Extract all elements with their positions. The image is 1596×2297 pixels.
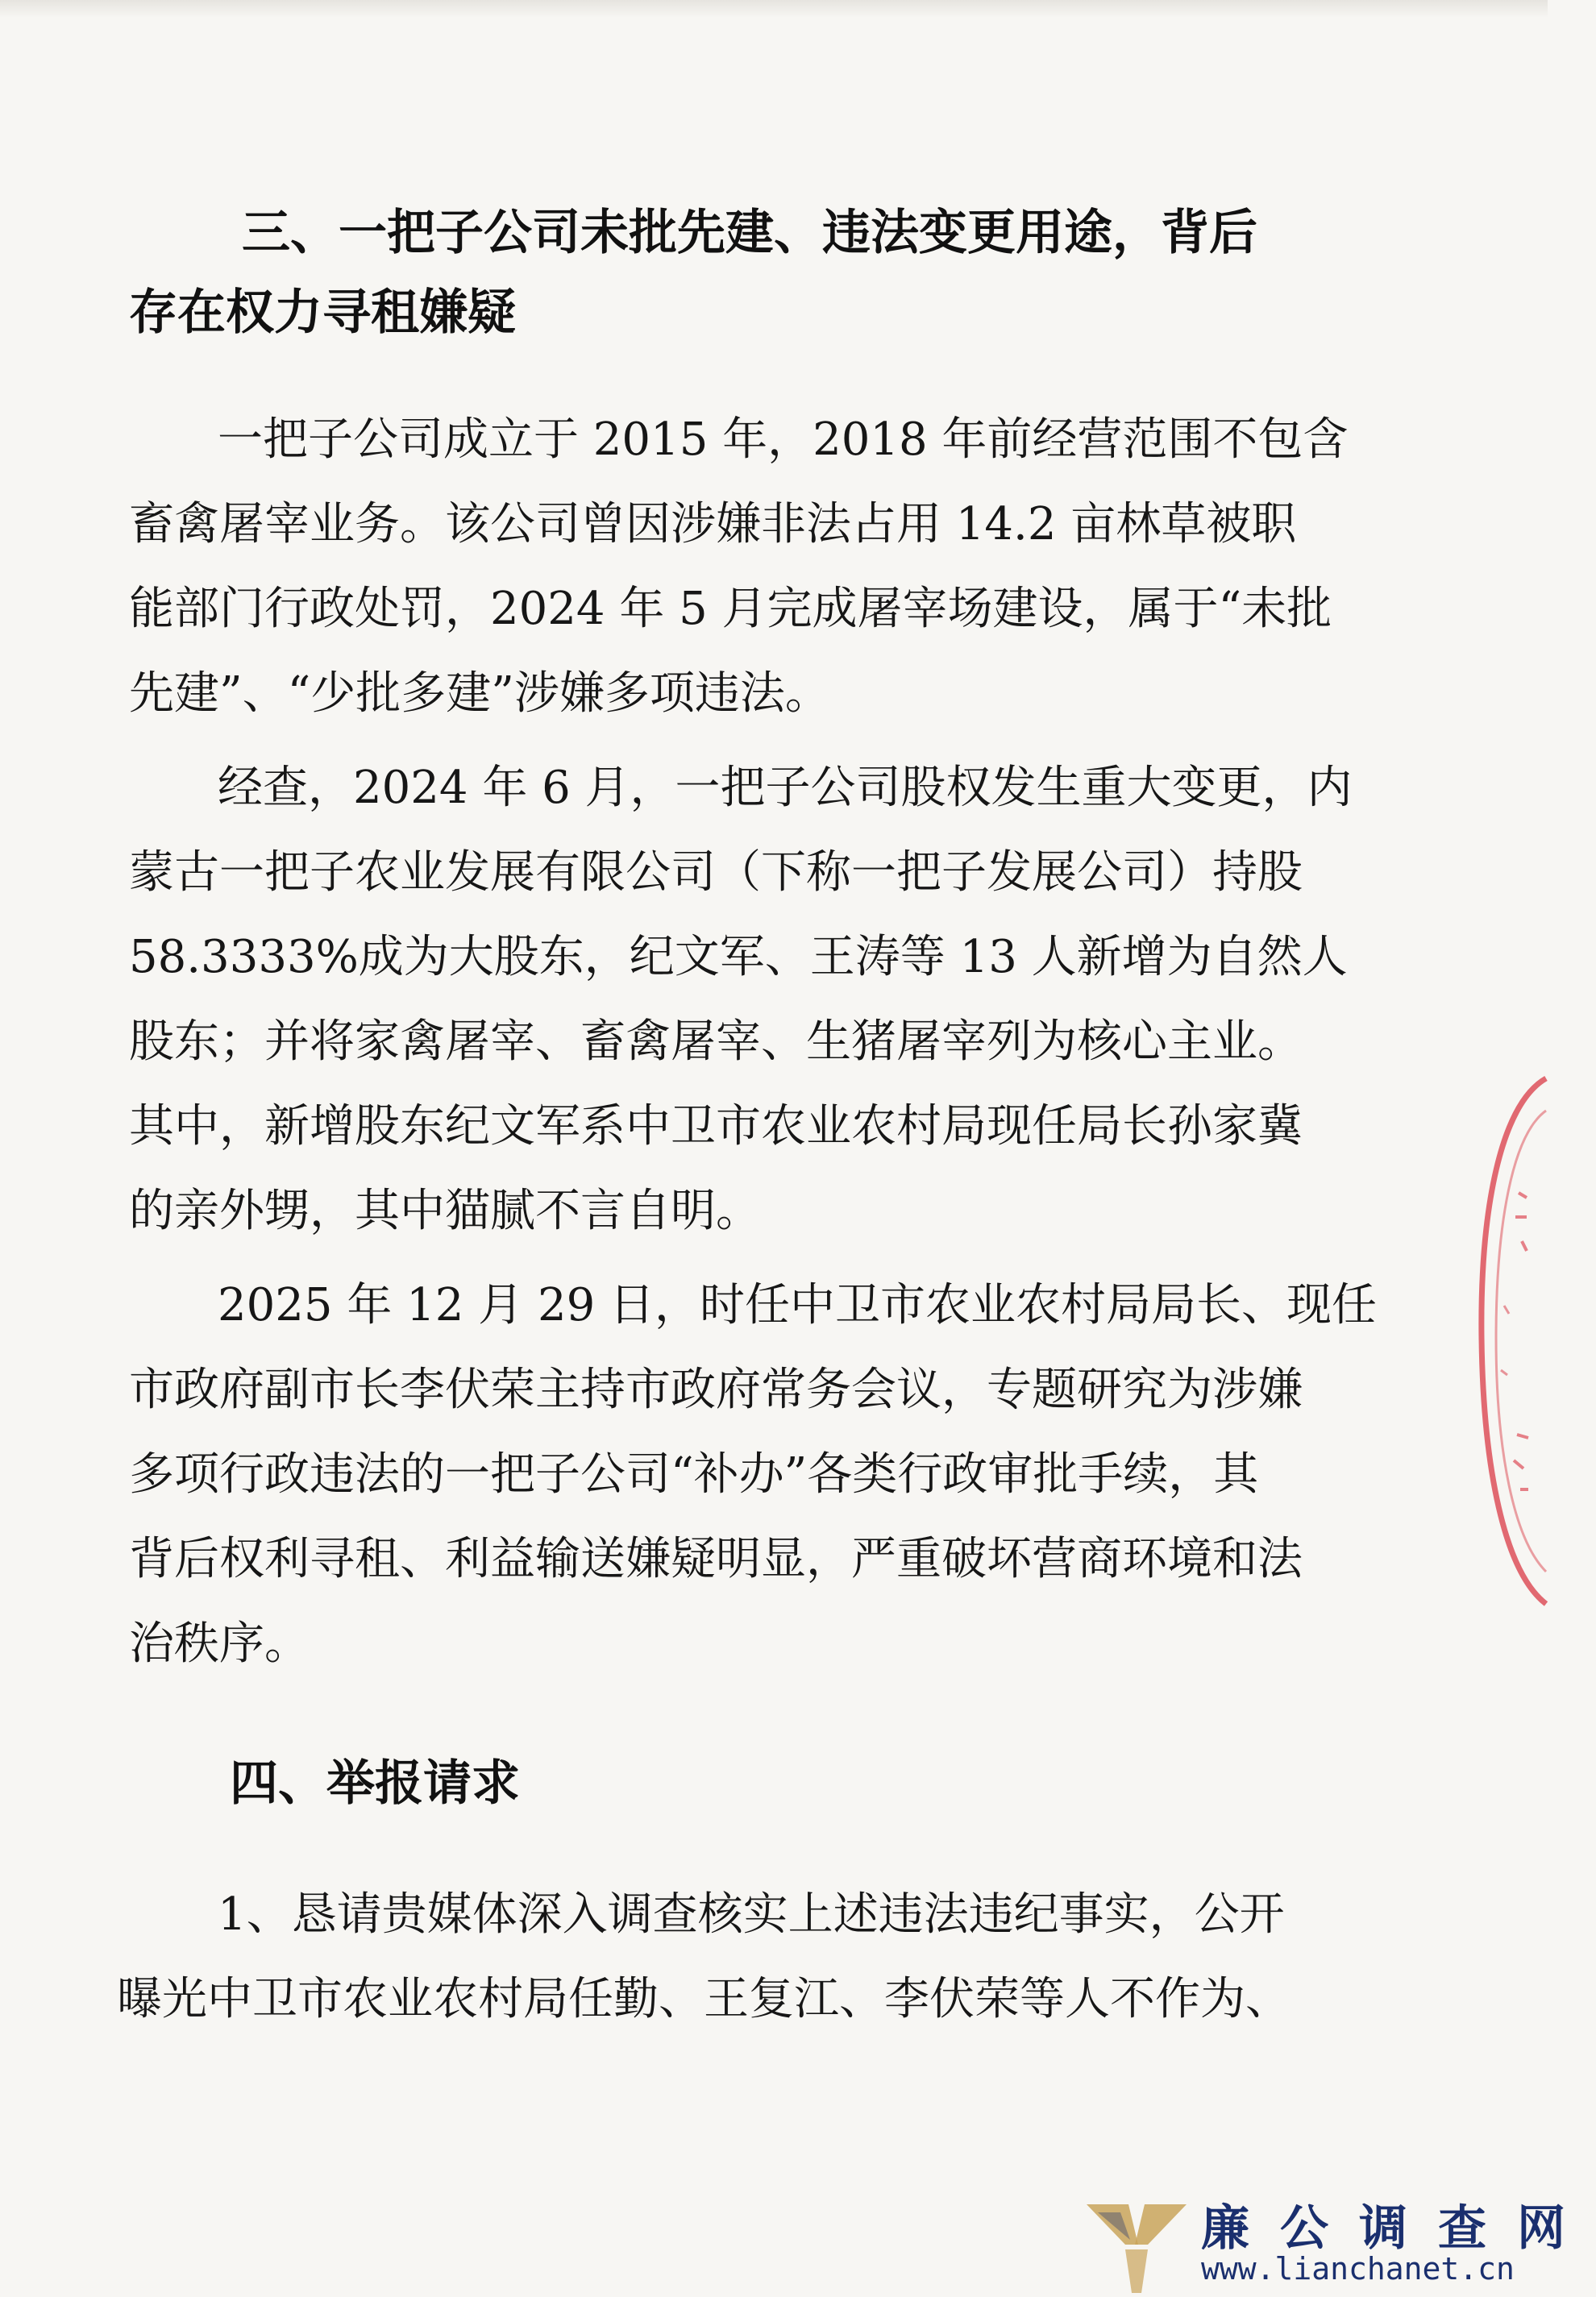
watermark-url: www.lianchanet.cn <box>1201 2251 1515 2287</box>
paragraph-line: 2025 年 12 月 29 日，时任中卫市农业农村局局长、现任 <box>218 1279 1378 1331</box>
paragraph-line: 股东；并将家禽屠宰、畜禽屠宰、生猪屠宰列为核心主业。 <box>129 1016 1303 1068</box>
paragraph-line: 一把子公司成立于 2015 年，2018 年前经营范围不包含 <box>218 413 1349 466</box>
section3-heading-line-2: 存在权力寻租嫌疑 <box>129 285 516 341</box>
paragraph-line: 58.3333%成为大股东，纪文军、王涛等 13 人新增为自然人 <box>129 931 1348 983</box>
watermark-site-name: 廉公调查网 <box>1201 2200 1596 2257</box>
section3-heading-line-1: 三、一把子公司未批先建、违法变更用途，背后 <box>242 205 1257 261</box>
paragraph-line: 多项行政违法的一把子公司“补办”各类行政审批手续，其 <box>129 1448 1259 1501</box>
paragraph-line: 先建”、“少批多建”涉嫌多项违法。 <box>129 667 830 720</box>
scan-edge <box>0 0 1548 18</box>
paragraph-line: 的亲外甥，其中猫腻不言自明。 <box>129 1185 761 1237</box>
paragraph-line: 经查，2024 年 6 月，一把子公司股权发生重大变更，内 <box>218 762 1353 814</box>
watermark <box>1080 2180 1596 2297</box>
paragraph-line: 背后权利寻租、利益输送嫌疑明显，严重破坏营商环境和法 <box>129 1533 1303 1585</box>
paragraph-line: 畜禽屠宰业务。该公司曾因涉嫌非法占用 14.2 亩林草被职 <box>129 498 1297 550</box>
red-seal-stamp <box>1469 1048 1548 1628</box>
paragraph-line: 市政府副市长李伏荣主持市政府常务会议，专题研究为涉嫌 <box>129 1364 1303 1416</box>
section4-heading: 四、举报请求 <box>230 1755 520 1812</box>
paragraph-line: 其中，新增股东纪文军系中卫市农业农村局现任局长孙家冀 <box>129 1100 1303 1153</box>
paragraph-line: 蒙古一把子农业发展有限公司（下称一把子发展公司）持股 <box>129 846 1303 899</box>
paragraph-line: 治秩序。 <box>129 1618 310 1670</box>
watermark-logo-icon <box>1080 2180 1193 2297</box>
paragraph-line: 曝光中卫市农业农村局任勤、王复江、李伏荣等人不作为、 <box>117 1973 1291 2025</box>
paragraph-line: 1、恳请贵媒体深入调查核实上述违法违纪事实，公开 <box>218 1888 1285 1941</box>
paragraph-line: 能部门行政处罚，2024 年 5 月完成屠宰场建设，属于“未批 <box>129 583 1332 635</box>
